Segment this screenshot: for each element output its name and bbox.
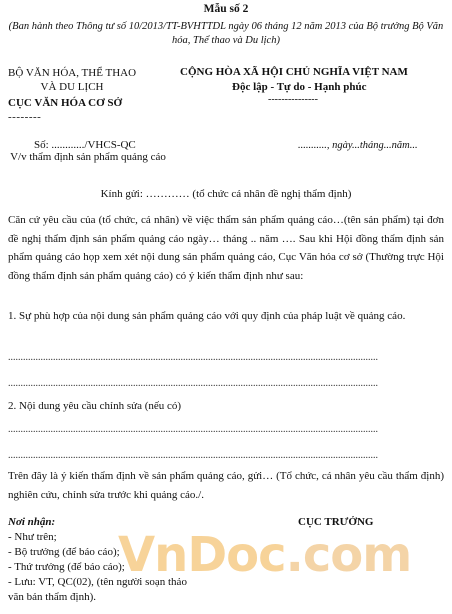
recipient-item: - Bộ trưởng (để báo cáo); [8, 546, 120, 558]
watermark-part-2: .com [285, 527, 412, 583]
date-place: ..........., ngày...tháng...năm... [298, 140, 418, 151]
recipients-title: Nơi nhận: [8, 516, 56, 528]
closing-paragraph: Trên đây là ý kiến thẩm định về sản phẩm quảng cáo, gửi… (Tổ chức, cá nhân yêu cầu thẩm định) nghiên cứu, chỉnh sửa trước khi quảng cáo./. [8, 470, 444, 501]
form-number: Mẫu số 2 [203, 3, 249, 15]
watermark-part-1: VnDoc [118, 527, 286, 583]
right-header-divider: --------------- [268, 94, 318, 105]
national-motto: Độc lập - Tự do - Hạnh phúc [232, 81, 367, 93]
document-number: Số: ............/VHCS-QC [34, 139, 136, 151]
recipient-item: văn bản thẩm định). [8, 591, 96, 603]
recipient-item: - Như trên; [8, 531, 57, 543]
republic-title: CỘNG HÒA XÃ HỘI CHỦ NGHĨA VIỆT NAM [180, 66, 408, 78]
dotted-line: .................................................................................................................................................... [8, 424, 378, 435]
ministry-line-2: VÀ DU LỊCH [40, 81, 104, 93]
greeting [0, 188, 452, 202]
recipient-item: - Thứ trưởng (để báo cáo); [8, 561, 125, 573]
greeting-label: Kính gửi: ………… [100, 188, 193, 200]
ministry-line-1: BỘ VĂN HÓA, THỂ THAO [8, 67, 137, 79]
dotted-line: .................................................................................................................................................... [8, 352, 378, 363]
dotted-line: .................................................................................................................................................... [8, 378, 378, 389]
greeting-recipient: (tổ chức cá nhân đề nghị thẩm định) [192, 188, 352, 200]
item-1-compliance: 1. Sự phù hợp của nội dung sản phẩm quảng cáo với quy định của pháp luật về quảng cáo. [8, 310, 406, 322]
department-name: CỤC VĂN HÓA CƠ SỞ [8, 97, 123, 109]
watermark-logo [118, 525, 411, 585]
document-subject: V/v thẩm định sản phẩm quảng cáo [10, 151, 166, 163]
ministry-name [8, 66, 136, 94]
decree-note: (Ban hành theo Thông tư số 10/2013/TT-BVHTTDL ngày 06 tháng 12 năm 2013 của Bộ trưởng Bộ Văn hóa, Thể thao và Du lịch) [8, 21, 444, 46]
intro-paragraph: Căn cứ yêu cầu của (tổ chức, cá nhân) về việc thẩm sản phẩm quảng cáo…(tên sản phẩm) tại đơn đề nghị thẩm định sản phẩm quảng cáo ngày… tháng .. năm …. Sau khi Hội đồng thẩm định sản phẩm quảng cáo họp xem xét nội dung sản phẩm quảng cáo, Cục Văn hóa cơ sở (Thường trực Hội đồng thẩm định sản phẩm quảng cáo) có ý kiến thẩm định như sau: [8, 214, 444, 282]
recipient-item: - Lưu: VT, QC(02), (tên người soạn thảo [8, 576, 187, 588]
item-2-revision: 2. Nội dung yêu cầu chỉnh sửa (nếu có) [8, 400, 182, 412]
dotted-line: .................................................................................................................................................... [8, 450, 378, 461]
signatory-title: CỤC TRƯỞNG [298, 516, 374, 528]
left-header-divider: -------- [8, 111, 42, 123]
